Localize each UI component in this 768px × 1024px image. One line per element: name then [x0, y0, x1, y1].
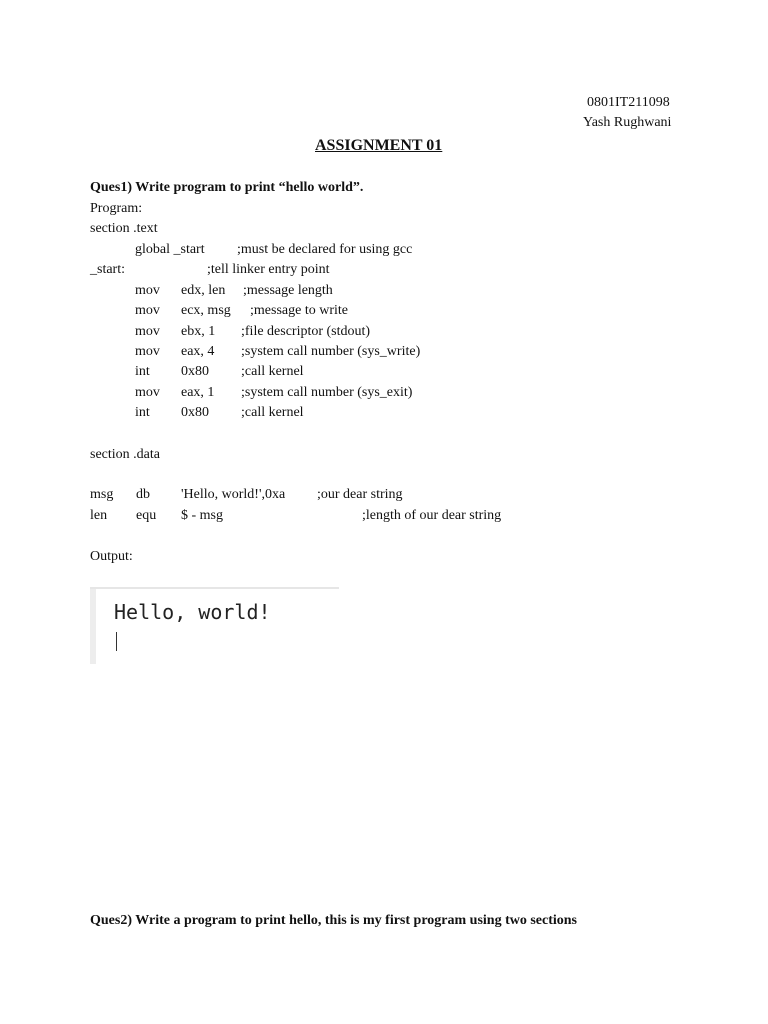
- start-label: _start:: [90, 262, 125, 277]
- code-args: 0x80: [181, 405, 209, 420]
- question-2: Ques2) Write a program to print hello, this is my first program using two sections: [90, 913, 578, 928]
- code-op: mov: [135, 344, 160, 359]
- author-name: Yash Rughwani: [583, 115, 672, 130]
- code-args: eax, 4: [181, 344, 215, 359]
- code-comment: ;message to write: [250, 303, 348, 318]
- code-args: edx, len: [181, 283, 226, 298]
- section-text-line: section .text: [90, 221, 158, 236]
- code-comment: ;call kernel: [241, 405, 304, 420]
- data-label: msg: [90, 487, 114, 502]
- data-value: 'Hello, world!',0xa: [181, 487, 286, 502]
- data-op: db: [136, 487, 150, 502]
- program-label: Program:: [90, 201, 143, 216]
- global-instr: global _start: [135, 242, 205, 257]
- data-comment: ;our dear string: [317, 487, 403, 502]
- code-op: mov: [135, 385, 160, 400]
- code-args: 0x80: [181, 364, 209, 379]
- assignment-title: ASSIGNMENT 01: [315, 137, 443, 154]
- roll-number: 0801IT211098: [587, 95, 670, 110]
- terminal-gutter: [90, 587, 96, 664]
- code-op: mov: [135, 303, 160, 318]
- code-comment: ;system call number (sys_exit): [241, 385, 413, 400]
- terminal-output-text: Hello, world!: [114, 600, 271, 624]
- code-comment: ;file descriptor (stdout): [241, 324, 371, 339]
- global-comment: ;must be declared for using gcc: [237, 242, 413, 257]
- data-op: equ: [136, 508, 157, 523]
- start-comment: ;tell linker entry point: [207, 262, 330, 277]
- code-comment: ;system call number (sys_write): [241, 344, 421, 359]
- code-args: ecx, msg: [181, 303, 231, 318]
- terminal-border: [90, 587, 339, 589]
- code-op: mov: [135, 324, 160, 339]
- output-screenshot: [90, 587, 339, 664]
- code-comment: ;call kernel: [241, 364, 304, 379]
- code-args: ebx, 1: [181, 324, 216, 339]
- section-data-line: section .data: [90, 447, 160, 462]
- code-op: int: [135, 405, 150, 420]
- data-value: $ - msg: [181, 508, 223, 523]
- text-cursor: [116, 632, 117, 651]
- code-op: mov: [135, 283, 160, 298]
- data-comment: ;length of our dear string: [362, 508, 502, 523]
- question-1: Ques1) Write program to print “hello world”.: [90, 180, 364, 195]
- data-label: len: [90, 508, 108, 523]
- code-args: eax, 1: [181, 385, 215, 400]
- code-comment: ;message length: [243, 283, 333, 298]
- code-op: int: [135, 364, 150, 379]
- output-label: Output:: [90, 549, 133, 564]
